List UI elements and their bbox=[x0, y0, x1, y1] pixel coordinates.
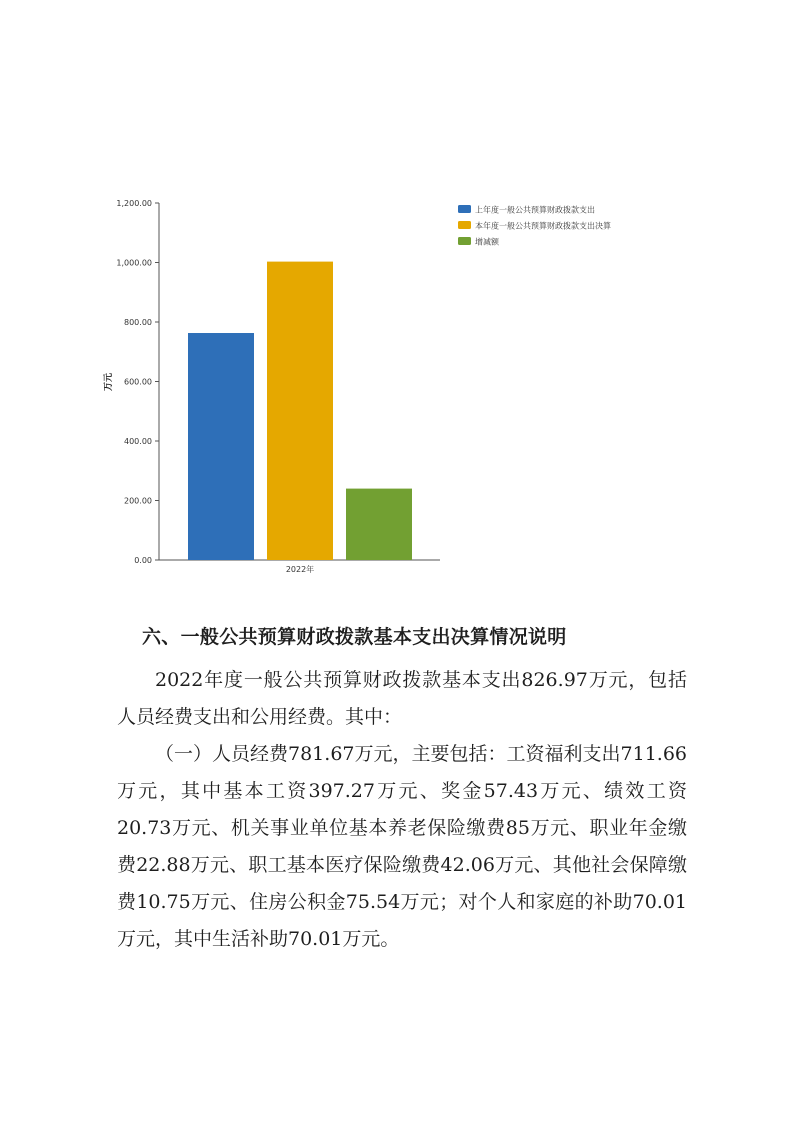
paragraph-summary: 2022年度一般公共预算财政拨款基本支出826.97万元，包括人员经费支出和公用经费。其中： bbox=[117, 669, 687, 728]
paragraph-personnel-expenses: （一）人员经费781.67万元，主要包括：工资福利支出711.66万元，其中基本工资397.27万元、奖金57.43万元、绩效工资20.73万元、机关事业单位基本养老保险缴费85万元、职业年金缴费22.88万元、职工基本医疗保险缴费42.06万元、其他社会保障缴费10.75万元、住房公积金75.54万元；对个人和家庭的补助70.01万元，其中生活补助70.01万元。 bbox=[117, 743, 687, 950]
y-tick-label: 0.00 bbox=[134, 556, 152, 565]
section-body bbox=[117, 662, 687, 958]
y-tick-label: 1,200.00 bbox=[116, 199, 152, 208]
y-tick-label: 400.00 bbox=[124, 437, 152, 446]
legend-label-2: 本年度一般公共预算财政拨款支出决算 bbox=[475, 221, 611, 231]
y-tick-label: 800.00 bbox=[124, 318, 152, 327]
bar-1 bbox=[188, 333, 254, 560]
legend-swatch-2 bbox=[458, 221, 471, 229]
bar-3 bbox=[346, 489, 412, 560]
y-axis-label: 万元 bbox=[104, 372, 114, 392]
y-tick-label: 1,000.00 bbox=[116, 258, 152, 268]
y-tick-label: 200.00 bbox=[124, 496, 152, 506]
legend-swatch-1 bbox=[458, 205, 471, 213]
legend-label-3: 增减额 bbox=[475, 237, 499, 247]
section-heading: 六、一般公共预算财政拨款基本支出决算情况说明 bbox=[142, 626, 567, 648]
y-tick-label: 600.00 bbox=[124, 377, 152, 387]
bar-2 bbox=[267, 262, 333, 560]
legend-swatch-3 bbox=[458, 237, 471, 245]
legend-label-1: 上年度一般公共预算财政拨款支出 bbox=[475, 205, 595, 215]
x-category-label: 2022年 bbox=[285, 565, 315, 574]
